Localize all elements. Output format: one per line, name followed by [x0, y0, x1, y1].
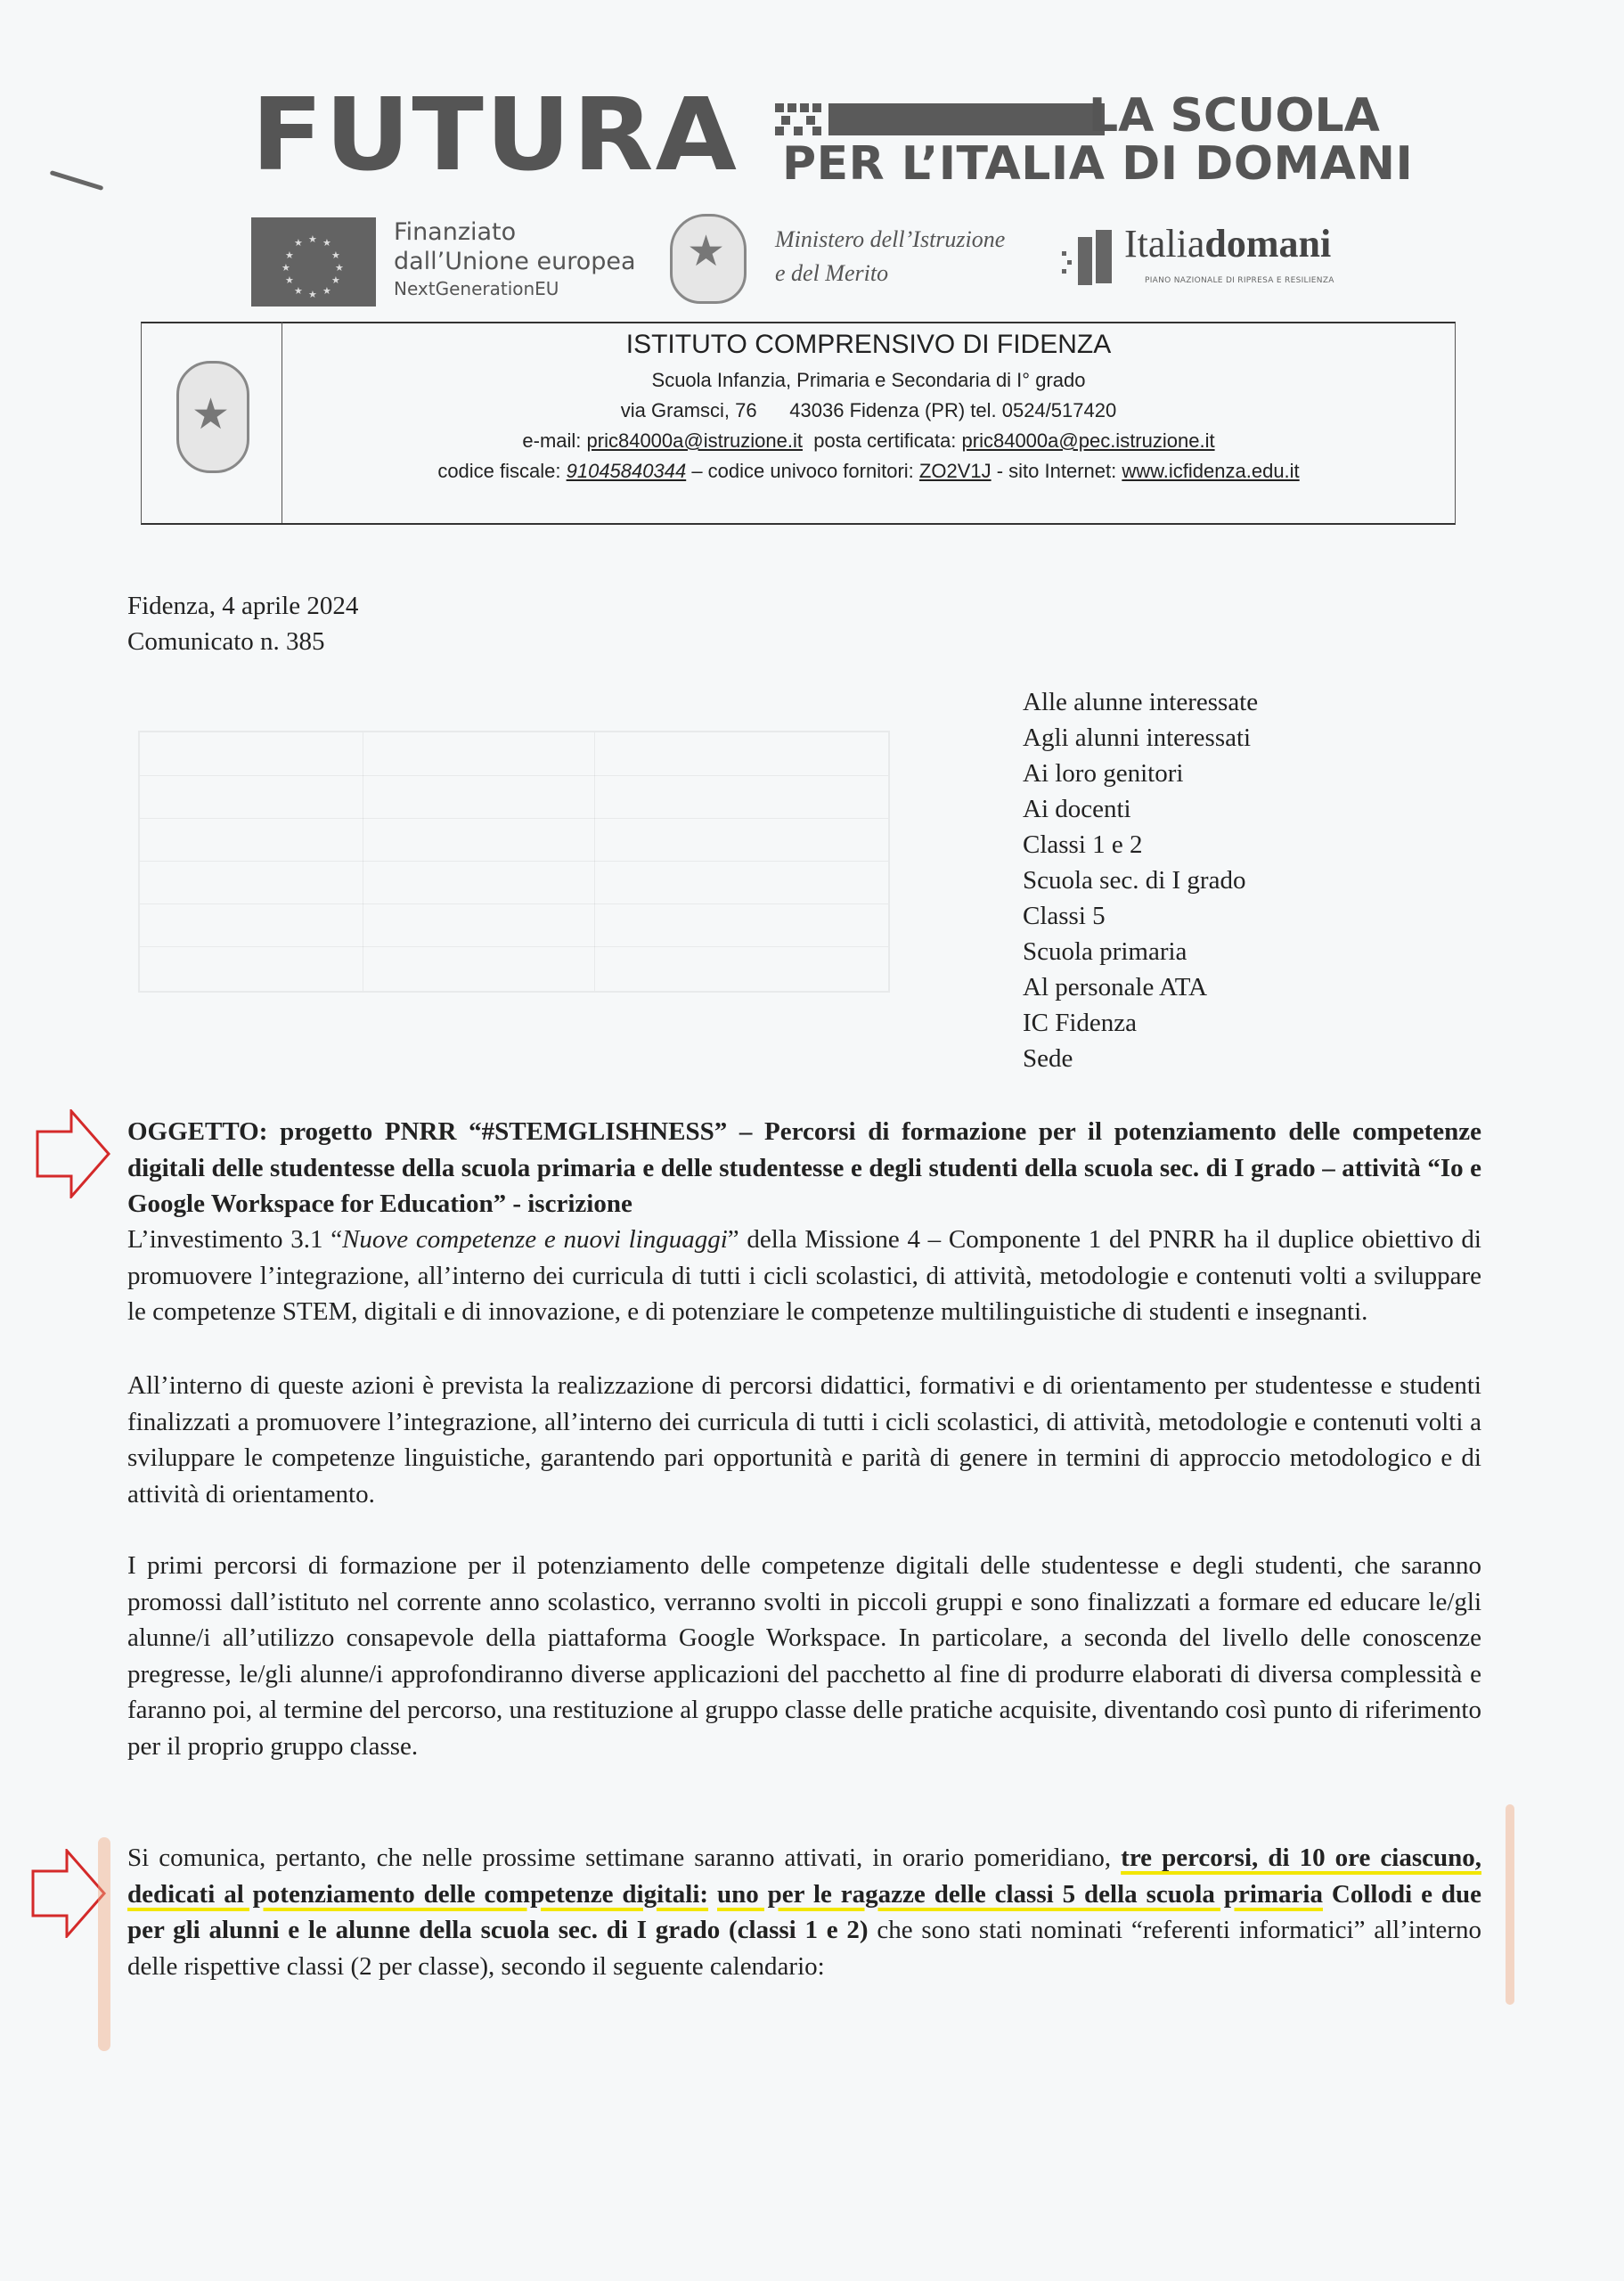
italiadomani-wordmark [1124, 222, 1332, 266]
codice-fiscale: 91045840344 [566, 460, 687, 482]
paragraph-3: I primi percorsi di formazione per il potenziamento delle competenze digitali delle studentesse e degli studenti, che saranno promossi dall’istituto nel corrente anno scolastico, verranno svolti in piccoli gruppi e sono finalizzati a formare ed educare le/gli alunne/i all’utilizzo consapevole della piattaforma Google Workspace. In particolare, a seconda del livello delle conoscenze pregresse, le/gli alunne/i approfondiranno diverse applicazioni del pacchetto al fine di produrre elaborati di diversa complessità e faranno poi, al termine del percorso, una restituzione al gruppo classe delle pratiche acquisite, diventando così punto di riferimento per il proprio gruppo classe. [127, 1551, 1481, 1761]
recipient: Classi 5 [1023, 902, 1106, 930]
eu-line-3: NextGenerationEU [394, 278, 559, 299]
communication-number: Comunicato n. 385 [127, 627, 325, 656]
recipient: Ai loro genitori [1023, 759, 1184, 788]
institute-subtitle: Scuola Infanzia, Primaria e Secondaria di I° grado [651, 369, 1086, 391]
eu-line-1: Finanziato [394, 218, 517, 246]
recipient: Ai docenti [1023, 795, 1131, 823]
p1-text-a: L’investimento 3.1 “ [127, 1225, 343, 1254]
recipient: Agli alunni interessati [1023, 724, 1252, 752]
italiadomani-logo-icon [1060, 228, 1114, 290]
recipient: Classi 1 e 2 [1023, 830, 1143, 859]
recipient: IC Fidenza [1023, 1009, 1138, 1037]
republic-emblem-icon: ★ [176, 361, 249, 473]
p4-text-a: Si comunica, pertanto, che nelle prossime settimane saranno attivati, in orario pomeridiano, [127, 1844, 1122, 1872]
date-block [127, 588, 358, 659]
paragraph-1 [127, 1222, 1481, 1330]
italian-emblem-icon: ★ [670, 214, 747, 304]
institute-email-line [283, 426, 1454, 456]
eu-flag-icon: ★ ★ ★ ★ ★ ★ ★ ★ ★ ★ ★ ★ [251, 217, 376, 307]
p4-bold-secondary: Collodi e due per gli alunni e le alunne della scuola sec. di I grado (classi 1 e 2) [127, 1879, 1481, 1944]
pnrr-subtitle: PIANO NAZIONALE DI RIPRESA E RESILIENZA [1145, 276, 1334, 285]
pec-link[interactable]: pric84000a@pec.istruzione.it [961, 429, 1215, 452]
red-arrow-icon [36, 1109, 125, 1198]
website-link[interactable]: www.icfidenza.edu.it [1122, 460, 1300, 482]
p1-italic: Nuove competenze e nuovi linguaggi [342, 1225, 728, 1254]
futura-logo: FUTURA [251, 76, 739, 193]
bleed-through-table [138, 731, 890, 993]
tagline-line-2: PER L’ITALIA DI DOMANI [782, 137, 1414, 191]
paragraph-2: All’interno di queste azioni è prevista la realizzazione di percorsi didattici, formativi e di orientamento per studentesse e studenti finalizzati a promuovere l’integrazione, all’interno dei curricula di tutti i cicli scolastici, di attività, metodologie e contenuti volti a sviluppare le competenze linguistiche, garantendo pari opportunità e parità di genere in termini di approccio metodologico e di attività di orientamento. [127, 1371, 1481, 1508]
institute-codes-line [283, 456, 1454, 486]
subject-line: OGGETTO: progetto PNRR “#STEMGLISHNESS” – Percorsi di formazione per il potenziamento delle competenze digitali delle studentesse della scuola primaria e delle studentesse e degli studenti della scuola sec. di I grado – attività “Io e Google Workspace for Education” - iscrizione [127, 1117, 1481, 1218]
ministero-line-1: Ministero dell’Istruzione [775, 226, 1006, 252]
stray-pen-mark [50, 170, 104, 191]
highlighted-primary: uno per le ragazze delle classi 5 della scuola primaria [717, 1879, 1323, 1909]
tagline-line-1: LA SCUOLA [1089, 89, 1380, 143]
ministero-text [775, 223, 1005, 290]
orange-marker-mark [98, 1837, 110, 2051]
eu-line-2: dall’Unione europea [394, 248, 636, 275]
institute-name: ISTITUTO COMPRENSIVO DI FIDENZA [625, 330, 1112, 359]
recipient: Alle alunne interessate [1023, 688, 1259, 716]
email-link[interactable]: pric84000a@istruzione.it [586, 429, 803, 452]
site-label: - sito Internet: [991, 460, 1122, 482]
email-label: e-mail: [522, 429, 587, 452]
cu-label: – codice univoco fornitori: [686, 460, 919, 482]
recipients-list [1023, 684, 1258, 1076]
recipient: Scuola primaria [1023, 937, 1187, 966]
cf-label: codice fiscale: [437, 460, 567, 482]
p4-text-b: che sono stati nominati “referenti informatici” all’interno delle rispettive classi (2 per classe), secondo il seguente calendario: [127, 1916, 1481, 1981]
pixel-bar-icon [775, 100, 1105, 137]
institute-address: via Gramsci, 76 43036 Fidenza (PR) tel. 0524/517420 [620, 399, 1117, 421]
orange-marker-mark [1506, 1804, 1514, 2005]
recipient: Sede [1023, 1044, 1073, 1073]
institute-header [283, 324, 1454, 486]
letter-date: Fidenza, 4 aprile 2024 [127, 592, 359, 620]
pec-label: posta certificata: [803, 429, 962, 452]
paragraph-4 [127, 1840, 1481, 1984]
eu-funding-text [394, 217, 636, 301]
codice-univoco: ZO2V1J [918, 460, 992, 482]
recipient: Al personale ATA [1023, 973, 1208, 1002]
italiadomani-part2: domani [1204, 222, 1332, 266]
recipient: Scuola sec. di I grado [1023, 866, 1246, 895]
highlighted-courses: tre percorsi, di 10 ore ciascuno, dedicati al potenziamento delle competenze digitali: [127, 1844, 1481, 1909]
p1-text-b: ” della Missione 4 – Componente 1 del PNRR ha il duplice obiettivo di promuovere l’integrazione, all’interno dei curricula di tutti i cicli scolastici, di attività, metodologie e contenuti volti a sviluppare le competenze STEM, digitali e di innovazione, e di potenziare le competenze multilinguistiche di studenti e insegnanti. [127, 1225, 1481, 1326]
spacer [708, 1880, 717, 1909]
ministero-line-2: e del Merito [775, 260, 889, 286]
italiadomani-part1: Italia [1124, 222, 1205, 266]
